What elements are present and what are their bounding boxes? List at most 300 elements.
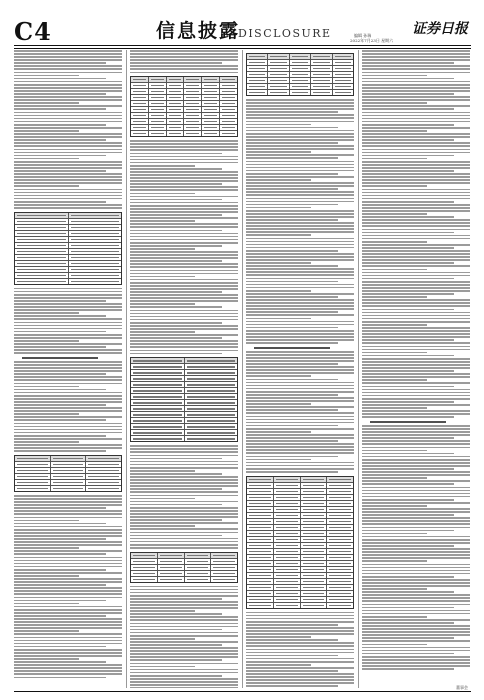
text-line bbox=[130, 535, 222, 537]
table-cell bbox=[131, 376, 185, 381]
table-cell bbox=[247, 513, 274, 518]
subheading-line bbox=[370, 421, 446, 423]
text-line bbox=[14, 192, 122, 194]
text-line bbox=[246, 330, 354, 332]
text-line bbox=[246, 179, 311, 181]
text-line bbox=[246, 161, 354, 163]
text-line bbox=[362, 219, 470, 221]
text-line bbox=[14, 569, 106, 571]
table-cell bbox=[301, 567, 328, 572]
text-line bbox=[130, 629, 222, 631]
table-cell bbox=[274, 501, 301, 506]
table-cell bbox=[149, 107, 167, 112]
text-line bbox=[362, 96, 470, 98]
text-line bbox=[246, 627, 354, 629]
text-line bbox=[130, 276, 195, 278]
text-line bbox=[130, 153, 222, 155]
text-line bbox=[14, 325, 122, 327]
table-cell bbox=[327, 585, 353, 590]
text-line bbox=[246, 419, 354, 421]
table-cell bbox=[131, 95, 149, 100]
text-line bbox=[246, 296, 338, 298]
text-line bbox=[130, 644, 222, 646]
text-line bbox=[130, 461, 238, 463]
text-line bbox=[130, 266, 238, 268]
table-cell bbox=[185, 571, 212, 576]
text-line bbox=[130, 510, 238, 512]
text-line bbox=[362, 346, 470, 348]
text-line bbox=[130, 343, 238, 345]
table-cell bbox=[167, 113, 185, 118]
table-cell bbox=[131, 559, 158, 564]
text-line bbox=[246, 437, 354, 439]
text-line bbox=[130, 217, 238, 219]
table-cell bbox=[131, 382, 185, 387]
text-line bbox=[130, 319, 238, 321]
text-line bbox=[14, 309, 122, 311]
text-line bbox=[362, 567, 470, 569]
text-line bbox=[362, 358, 470, 360]
text-line bbox=[14, 173, 122, 175]
text-line bbox=[246, 244, 354, 246]
table-cell bbox=[185, 388, 238, 393]
text-line bbox=[14, 664, 122, 666]
text-line bbox=[246, 679, 354, 681]
table-cell bbox=[149, 101, 167, 106]
text-line bbox=[130, 473, 222, 475]
text-line bbox=[246, 259, 354, 261]
table-cell bbox=[131, 370, 185, 375]
table-cell bbox=[327, 543, 353, 548]
text-line bbox=[362, 370, 454, 372]
text-line bbox=[362, 105, 470, 107]
table-cell bbox=[247, 483, 274, 488]
text-line bbox=[14, 142, 122, 144]
table-cell bbox=[211, 565, 237, 570]
text-line bbox=[362, 437, 454, 439]
table-cell bbox=[167, 89, 185, 94]
text-line bbox=[14, 87, 122, 89]
text-line bbox=[246, 139, 354, 141]
text-line bbox=[246, 284, 354, 286]
table-cell bbox=[202, 107, 220, 112]
table-cell bbox=[311, 90, 332, 95]
text-line bbox=[246, 287, 354, 289]
text-line bbox=[362, 536, 470, 538]
text-line bbox=[362, 644, 427, 646]
text-line bbox=[130, 294, 238, 296]
text-line bbox=[246, 111, 338, 113]
text-line bbox=[362, 352, 427, 354]
text-line bbox=[246, 642, 354, 644]
text-line bbox=[130, 325, 238, 327]
text-line bbox=[14, 535, 122, 537]
text-line bbox=[362, 616, 427, 618]
text-line bbox=[362, 333, 470, 335]
table-cell bbox=[149, 113, 167, 118]
text-line bbox=[246, 357, 354, 359]
table-cell bbox=[184, 119, 202, 124]
text-line bbox=[130, 72, 238, 74]
text-line bbox=[14, 112, 122, 114]
text-line bbox=[362, 312, 470, 314]
text-line bbox=[246, 204, 338, 206]
table-cell bbox=[311, 54, 332, 59]
text-line bbox=[362, 247, 454, 249]
text-line bbox=[14, 593, 122, 595]
text-line bbox=[14, 182, 122, 184]
text-line bbox=[14, 328, 122, 330]
table-cell bbox=[274, 585, 301, 590]
table-cell bbox=[185, 430, 238, 435]
table-cell bbox=[185, 370, 238, 375]
text-line bbox=[130, 528, 238, 530]
text-line bbox=[14, 65, 122, 67]
text-line bbox=[14, 416, 122, 418]
text-line bbox=[246, 167, 354, 169]
text-line bbox=[14, 450, 106, 452]
table-cell bbox=[158, 577, 185, 582]
text-line bbox=[130, 592, 238, 594]
text-line bbox=[130, 146, 238, 148]
table-cell bbox=[131, 400, 185, 405]
text-line bbox=[362, 207, 470, 209]
text-line bbox=[130, 589, 238, 591]
text-line bbox=[362, 505, 427, 507]
table-cell bbox=[327, 483, 353, 488]
text-line bbox=[362, 434, 470, 436]
table-cell bbox=[247, 489, 274, 494]
text-line bbox=[246, 636, 311, 638]
table-cell bbox=[327, 537, 353, 542]
text-line bbox=[14, 404, 106, 406]
text-column-3 bbox=[246, 50, 354, 688]
text-line bbox=[14, 541, 122, 543]
text-line bbox=[246, 462, 354, 464]
text-line bbox=[362, 216, 454, 218]
table-cell bbox=[311, 78, 332, 83]
table-cell bbox=[247, 531, 274, 536]
text-line bbox=[14, 130, 79, 132]
table-cell bbox=[131, 77, 149, 82]
text-line bbox=[14, 343, 122, 345]
text-line bbox=[362, 330, 470, 332]
text-line bbox=[246, 391, 354, 393]
table-cell bbox=[167, 119, 185, 124]
table-cell bbox=[86, 456, 121, 461]
text-line bbox=[362, 155, 454, 157]
table-cell bbox=[69, 219, 122, 224]
text-line bbox=[130, 288, 238, 290]
text-line bbox=[362, 496, 470, 498]
table-cell bbox=[327, 549, 353, 554]
text-line bbox=[130, 202, 238, 204]
table-cell bbox=[15, 219, 69, 224]
text-line bbox=[14, 673, 122, 675]
text-line bbox=[362, 413, 470, 415]
text-line bbox=[246, 670, 338, 672]
table-cell bbox=[86, 474, 121, 479]
text-line bbox=[362, 87, 470, 89]
text-line bbox=[246, 403, 311, 405]
text-line bbox=[246, 652, 354, 654]
text-line bbox=[130, 254, 238, 256]
table-cell bbox=[15, 468, 51, 473]
table-cell bbox=[158, 559, 185, 564]
section-subtitle-en: DISCLOSURE bbox=[238, 27, 332, 40]
text-line bbox=[14, 331, 106, 333]
text-line bbox=[130, 681, 238, 683]
text-line bbox=[246, 673, 354, 675]
text-line bbox=[14, 84, 122, 86]
text-line bbox=[362, 564, 470, 566]
text-line bbox=[362, 164, 470, 166]
text-line bbox=[130, 350, 238, 352]
text-line bbox=[362, 613, 470, 615]
text-line bbox=[14, 523, 106, 525]
table-row bbox=[131, 577, 237, 582]
table-cell bbox=[220, 119, 237, 124]
table-cell bbox=[274, 579, 301, 584]
text-line bbox=[362, 275, 470, 277]
table-cell bbox=[202, 89, 220, 94]
text-line bbox=[14, 410, 122, 412]
text-line bbox=[130, 171, 238, 173]
text-line bbox=[246, 661, 354, 663]
text-line bbox=[362, 604, 470, 606]
text-line bbox=[246, 459, 311, 461]
text-line bbox=[130, 263, 238, 265]
text-line bbox=[130, 340, 238, 342]
table-cell bbox=[247, 78, 268, 83]
column-divider bbox=[358, 50, 359, 688]
table-cell bbox=[311, 60, 332, 65]
text-line bbox=[130, 346, 238, 348]
text-line bbox=[14, 322, 122, 324]
text-line bbox=[130, 59, 238, 61]
text-line bbox=[246, 268, 354, 270]
table-cell bbox=[327, 555, 353, 560]
text-line bbox=[14, 395, 122, 397]
table-cell bbox=[131, 418, 185, 423]
text-line bbox=[130, 353, 222, 355]
text-line bbox=[362, 410, 470, 412]
table-cell bbox=[290, 54, 311, 59]
text-line bbox=[362, 339, 454, 341]
text-line bbox=[362, 302, 470, 304]
table-cell bbox=[247, 549, 274, 554]
text-line bbox=[362, 640, 470, 642]
text-line bbox=[130, 189, 238, 191]
text-line bbox=[246, 468, 354, 470]
table-cell bbox=[131, 89, 149, 94]
text-line bbox=[246, 145, 354, 147]
text-line bbox=[130, 205, 238, 207]
text-line bbox=[14, 423, 122, 425]
table-cell bbox=[51, 480, 87, 485]
text-line bbox=[14, 340, 79, 342]
text-line bbox=[130, 159, 238, 161]
text-line bbox=[14, 550, 122, 552]
table-cell bbox=[301, 585, 328, 590]
text-line bbox=[362, 112, 470, 114]
text-line bbox=[14, 155, 106, 157]
data-table bbox=[130, 552, 238, 583]
text-line bbox=[14, 624, 122, 626]
text-line bbox=[14, 560, 122, 562]
text-line bbox=[362, 576, 454, 578]
table-cell bbox=[220, 101, 237, 106]
text-line bbox=[14, 649, 122, 651]
data-table bbox=[246, 476, 354, 609]
table-cell bbox=[149, 125, 167, 130]
table-cell bbox=[247, 54, 268, 59]
text-line bbox=[14, 149, 122, 151]
text-line bbox=[362, 256, 470, 258]
text-line bbox=[362, 600, 470, 602]
text-line bbox=[130, 211, 238, 213]
text-line bbox=[130, 279, 238, 281]
table-cell bbox=[69, 231, 122, 236]
text-line bbox=[14, 557, 122, 559]
table-row bbox=[131, 131, 237, 136]
table-cell bbox=[220, 131, 237, 136]
table-cell bbox=[184, 101, 202, 106]
page-code: C4 bbox=[14, 17, 52, 46]
text-line bbox=[246, 311, 338, 313]
editor-line: 编辑 孙瑞 bbox=[354, 33, 372, 38]
text-line bbox=[130, 598, 222, 600]
text-line bbox=[362, 238, 470, 240]
table-cell bbox=[274, 477, 301, 482]
text-line bbox=[130, 331, 195, 333]
table-cell bbox=[202, 125, 220, 130]
text-line bbox=[246, 667, 354, 669]
table-cell bbox=[184, 89, 202, 94]
text-line bbox=[246, 136, 354, 138]
table-cell bbox=[184, 107, 202, 112]
text-line bbox=[362, 554, 470, 556]
table-cell bbox=[131, 436, 185, 441]
text-line bbox=[246, 278, 354, 280]
header-rule-thin bbox=[14, 48, 471, 49]
text-line bbox=[362, 121, 470, 123]
text-line bbox=[130, 162, 238, 164]
table-cell bbox=[69, 279, 122, 284]
table-cell bbox=[268, 66, 289, 71]
text-line bbox=[14, 167, 122, 169]
table-cell bbox=[301, 603, 328, 608]
table-cell bbox=[301, 489, 328, 494]
text-line bbox=[362, 213, 427, 215]
table-cell bbox=[327, 579, 353, 584]
text-line bbox=[362, 167, 470, 169]
text-line bbox=[14, 386, 79, 388]
table-cell bbox=[247, 585, 274, 590]
table-cell bbox=[274, 555, 301, 560]
table-cell bbox=[301, 477, 328, 482]
table-cell bbox=[333, 78, 353, 83]
text-line bbox=[362, 557, 470, 559]
column-divider bbox=[242, 50, 243, 688]
text-line bbox=[14, 590, 122, 592]
table-cell bbox=[274, 483, 301, 488]
text-line bbox=[246, 102, 354, 104]
text-line bbox=[14, 291, 122, 293]
text-line bbox=[14, 145, 122, 147]
table-cell bbox=[51, 462, 87, 467]
table-cell bbox=[158, 553, 185, 558]
table-cell bbox=[274, 537, 301, 542]
table-cell bbox=[185, 358, 238, 363]
text-line bbox=[14, 578, 122, 580]
text-line bbox=[130, 672, 238, 674]
text-line bbox=[362, 293, 454, 295]
text-line bbox=[130, 291, 222, 293]
table-cell bbox=[202, 95, 220, 100]
text-line bbox=[362, 520, 470, 522]
text-line bbox=[14, 121, 122, 123]
text-line bbox=[362, 517, 470, 519]
text-line bbox=[130, 616, 238, 618]
text-line bbox=[246, 305, 354, 307]
text-line bbox=[246, 434, 354, 436]
text-line bbox=[130, 245, 222, 247]
text-line bbox=[14, 495, 122, 497]
text-line bbox=[362, 560, 427, 562]
text-line bbox=[362, 287, 470, 289]
text-line bbox=[14, 526, 122, 528]
table-cell bbox=[131, 430, 185, 435]
text-line bbox=[14, 529, 122, 531]
text-line bbox=[130, 458, 222, 460]
text-line bbox=[14, 318, 122, 320]
text-line bbox=[130, 476, 238, 478]
text-line bbox=[246, 99, 354, 101]
table-cell bbox=[185, 382, 238, 387]
table-cell bbox=[184, 83, 202, 88]
text-line bbox=[14, 389, 106, 391]
text-line bbox=[362, 582, 470, 584]
table-cell bbox=[185, 394, 238, 399]
text-line bbox=[130, 285, 238, 287]
table-cell bbox=[301, 495, 328, 500]
table-cell bbox=[290, 72, 311, 77]
text-line bbox=[246, 299, 354, 301]
table-cell bbox=[69, 249, 122, 254]
text-line bbox=[14, 189, 122, 191]
text-line bbox=[362, 139, 454, 141]
text-line bbox=[130, 313, 238, 315]
text-line bbox=[362, 468, 454, 470]
text-line bbox=[14, 68, 122, 70]
text-line bbox=[246, 327, 338, 329]
text-line bbox=[14, 621, 122, 623]
text-line bbox=[362, 201, 454, 203]
table-cell bbox=[202, 83, 220, 88]
text-line bbox=[14, 176, 122, 178]
text-line bbox=[246, 176, 354, 178]
table-cell bbox=[268, 54, 289, 59]
table-cell bbox=[51, 474, 87, 479]
text-line bbox=[130, 199, 222, 201]
text-line bbox=[130, 541, 238, 543]
text-line bbox=[14, 170, 106, 172]
text-line bbox=[246, 164, 354, 166]
text-line bbox=[246, 247, 354, 249]
table-cell bbox=[131, 358, 185, 363]
table-cell bbox=[131, 131, 149, 136]
